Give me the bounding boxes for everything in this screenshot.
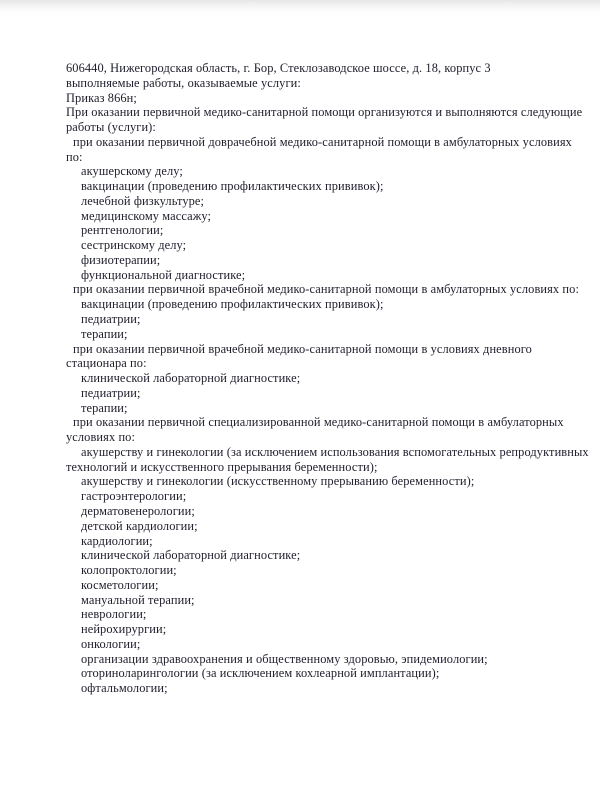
text-line: вакцинации (проведению профилактических прививок);	[81, 179, 384, 194]
text-line: педиатрии;	[81, 385, 141, 400]
text-line: акушерскому делу;	[81, 164, 183, 179]
text-line: оториноларингологии (за исключением кохлеарной имплантации);	[81, 666, 440, 681]
text-line: сестринскому делу;	[81, 238, 187, 253]
text-line: при оказании первичной специализированной медико-санитарной помощи в амбулаторных	[73, 415, 564, 430]
text-line: рентгенологии;	[81, 223, 164, 238]
text-line: нейрохирургии;	[81, 622, 167, 637]
text-line: онкологии;	[81, 636, 141, 651]
text-line: терапии;	[81, 326, 128, 341]
text-line: работы (услуги):	[66, 120, 156, 135]
text-line: вакцинации (проведению профилактических прививок);	[81, 297, 384, 312]
text-line: медицинскому массажу;	[81, 208, 212, 223]
text-line: лечебной физкультуре;	[81, 193, 205, 208]
text-line: мануальной терапии;	[81, 592, 195, 607]
text-line: акушерству и гинекологии (за исключением использования вспомогательных репродуктивных	[81, 444, 589, 459]
text-line: кардиологии;	[81, 533, 153, 548]
text-line: 606440, Нижегородская область, г. Бор, Стеклозаводское шоссе, д. 18, корпус 3	[66, 61, 491, 75]
text-line: при оказании первичной врачебной медико-санитарной помощи в условиях дневного	[73, 341, 532, 356]
text-line: при оказании первичной доврачебной медико-санитарной помощи в амбулаторных условиях	[73, 134, 572, 149]
text-line: акушерству и гинекологии (искусственному прерыванию беременности);	[81, 474, 475, 489]
text-line: функциональной диагностике;	[81, 267, 246, 282]
text-line: технологий и искусственного прерывания беременности);	[66, 459, 378, 474]
document-text-block	[66, 61, 589, 696]
text-line: стационара по:	[66, 356, 147, 371]
text-line: гастроэнтерологии;	[81, 489, 187, 504]
text-line: при оказании первичной врачебной медико-санитарной помощи в амбулаторных условиях по:	[73, 282, 579, 297]
text-line: офтальмологии;	[81, 681, 168, 696]
text-line: по:	[66, 149, 83, 164]
text-line: терапии;	[81, 400, 128, 415]
text-line: колопроктологии;	[81, 563, 177, 578]
text-line: физиотерапии;	[81, 252, 161, 267]
text-line: неврологии;	[81, 607, 147, 622]
text-line: детской кардиологии;	[81, 518, 198, 533]
text-line: условиях по:	[66, 430, 136, 445]
text-line: дерматовенерологии;	[81, 503, 195, 518]
text-line: клинической лабораторной диагностике;	[81, 371, 301, 386]
text-line: педиатрии;	[81, 312, 141, 327]
text-line: При оказании первичной медико-санитарной помощи организуются и выполняются следующие	[66, 105, 583, 120]
top-edge-shadow	[0, 0, 600, 16]
text-line: косметологии;	[81, 577, 159, 592]
text-line: выполняемые работы, оказываемые услуги:	[66, 75, 301, 90]
text-line: организации здравоохранения и общественному здоровью, эпидемиологии;	[81, 651, 488, 666]
text-line: клинической лабораторной диагностике;	[81, 548, 301, 563]
text-line: Приказ 866н;	[66, 90, 137, 105]
